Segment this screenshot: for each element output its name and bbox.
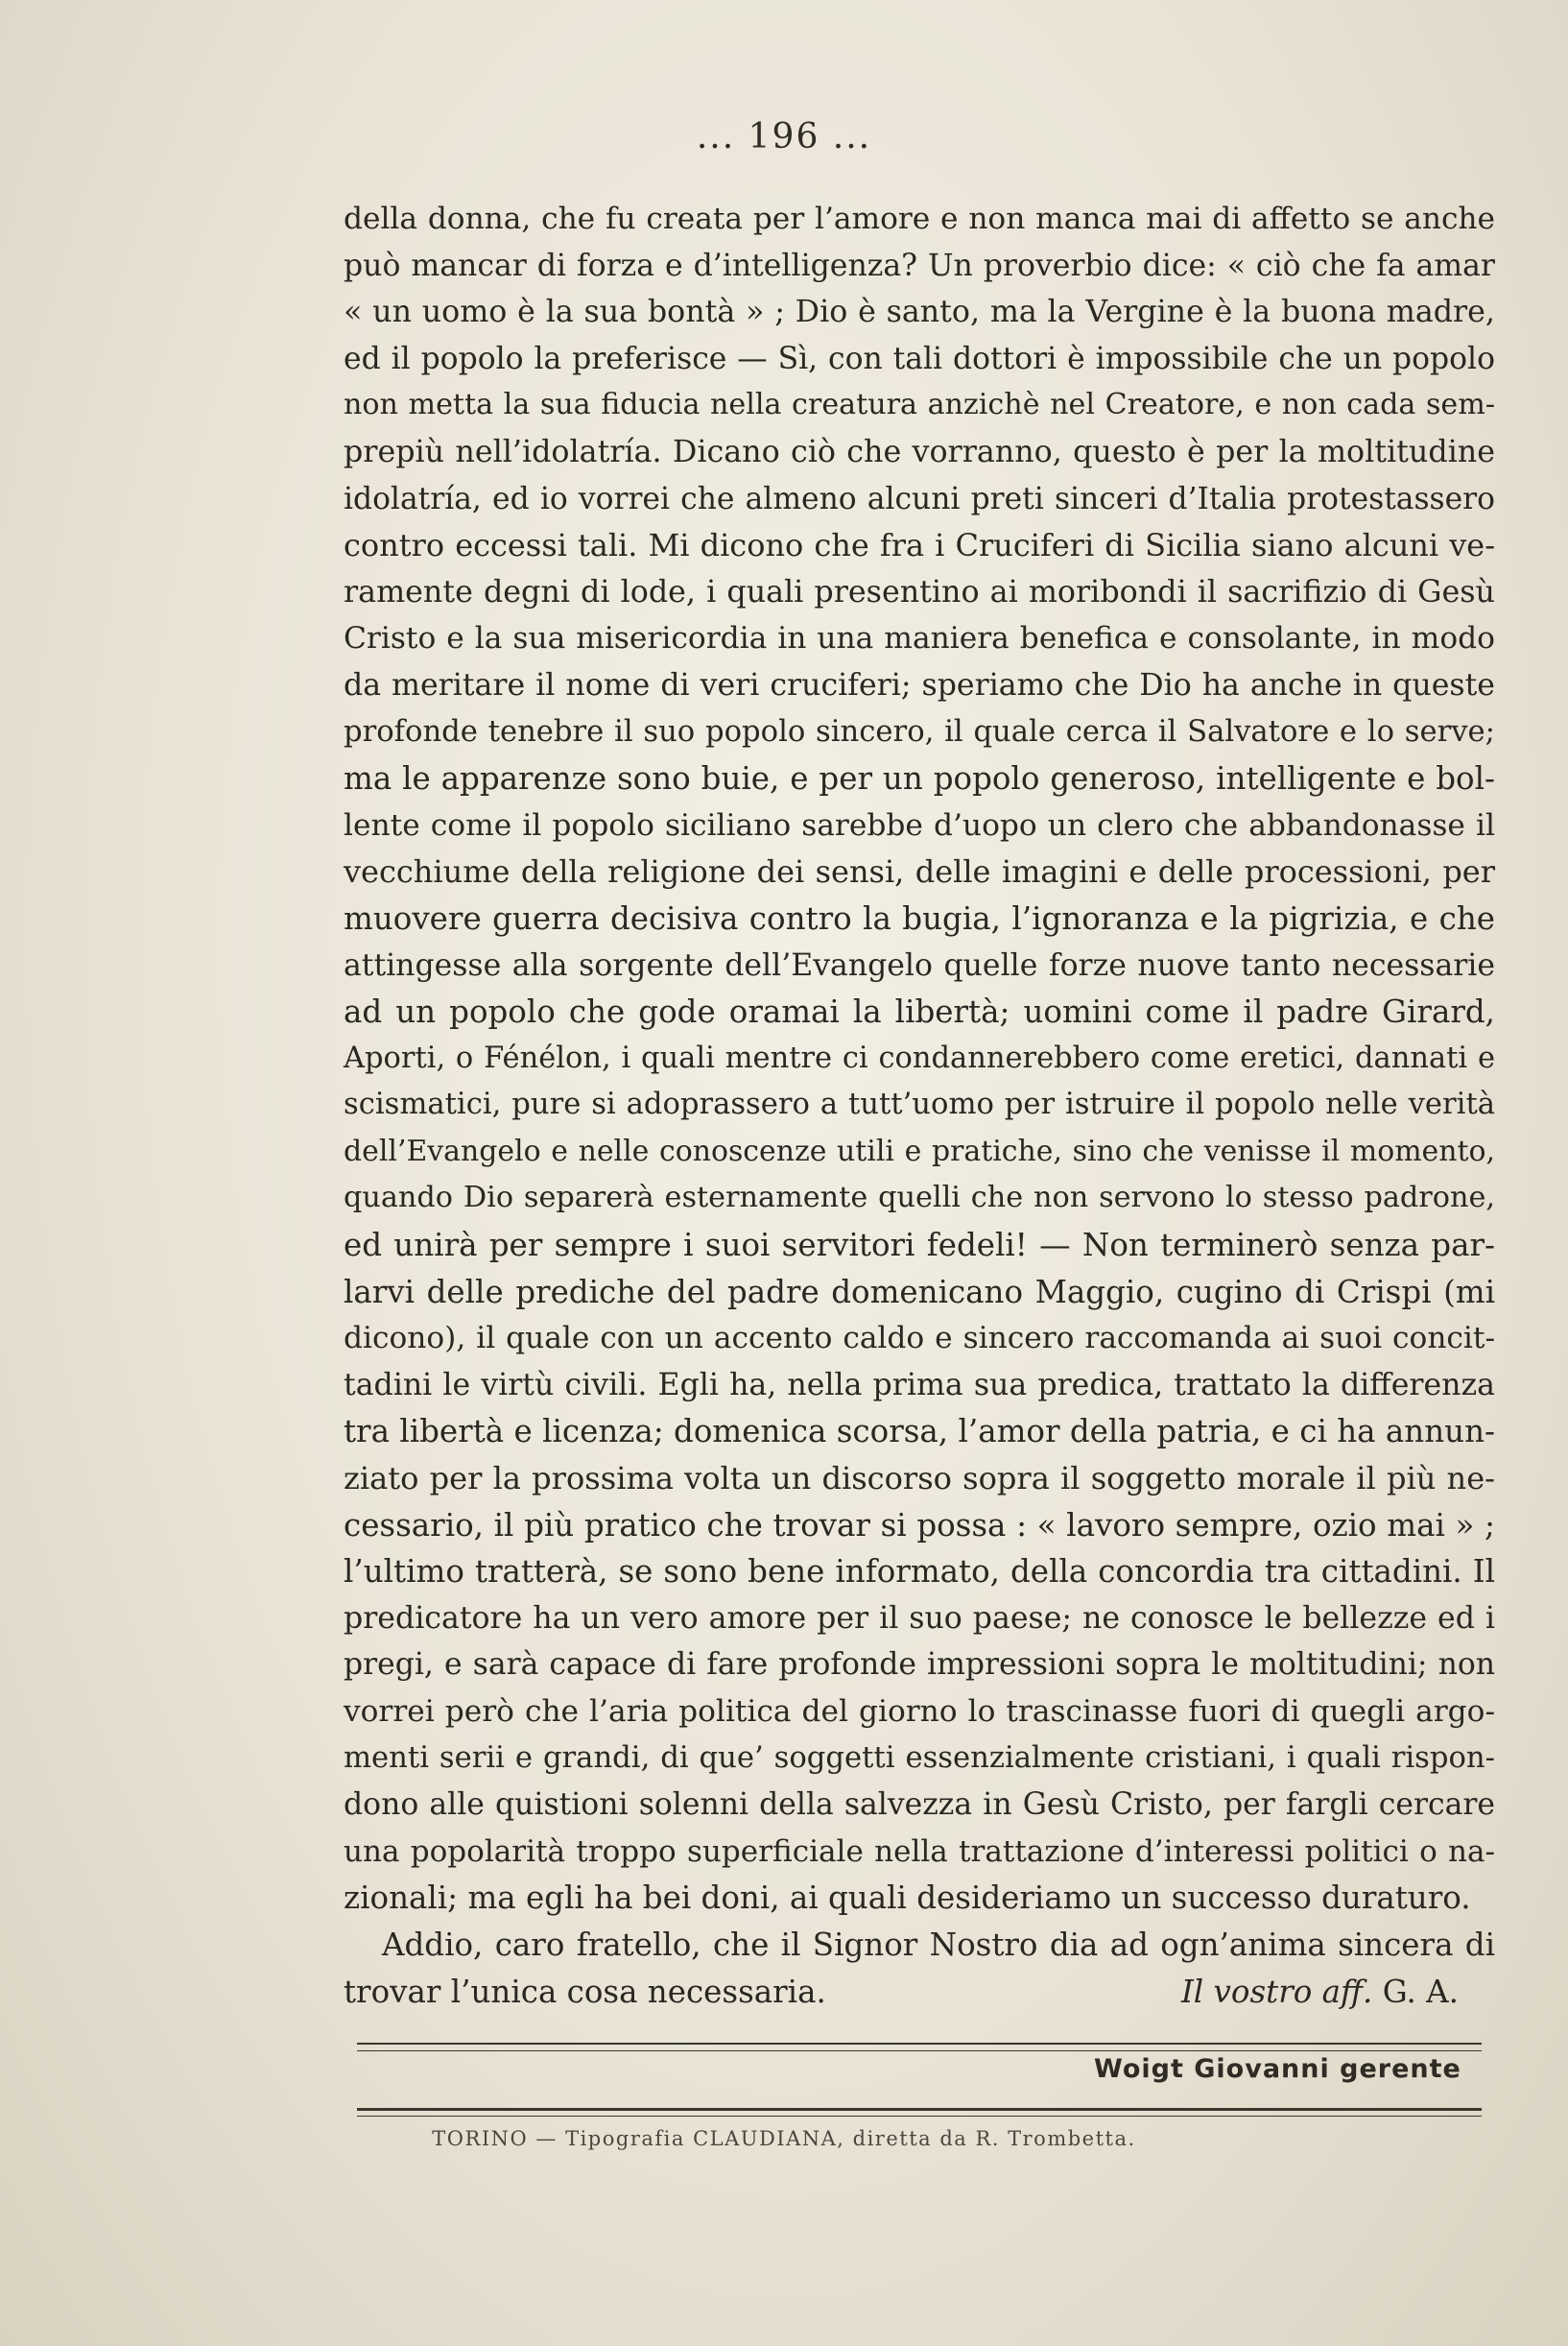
text-line: dell’Evangelo e nelle conoscenze utili e pratiche, sino che venisse il momento, xyxy=(344,1134,1495,1168)
text-line: menti serii e grandi, di que’ soggetti essenzialmente cristiani, i quali rispon- xyxy=(344,1740,1495,1775)
signature-initials: G. A. xyxy=(1382,1973,1459,2010)
text-line: scismatici, pure si adoprassero a tutt’uomo per istruire il popolo nelle verità xyxy=(344,1088,1495,1122)
text-line: dono alle quistioni solenni della salvezza in Gesù Cristo, per fargli cercare xyxy=(344,1787,1495,1823)
divider-rule xyxy=(357,2043,1482,2051)
text-line: Cristo e la sua misericordia in una maniera benefica e consolante, in modo xyxy=(344,621,1495,657)
text-line: cessario, il più pratico che trovar si possa : « lavoro sempre, ozio mai » ; xyxy=(344,1506,1495,1544)
manager-line: Woigt Giovanni gerente xyxy=(1094,2054,1461,2084)
printer-imprint: TORINO — Tipografia CLAUDIANA, diretta da R. Trombetta. xyxy=(432,2127,1136,2150)
text-line: « un uomo è la sua bontà » ; Dio è santo, ma la Vergine è la buona madre, xyxy=(344,295,1495,330)
text-line: tadini le virtù civili. Egli ha, nella prima sua predica, trattato la differenza xyxy=(344,1367,1495,1402)
signature xyxy=(1181,1969,1495,2016)
final-line: trovar l’unica cosa necessaria. xyxy=(344,1973,826,2010)
text-line: vorrei però che l’aria politica del giorno lo trascinasse fuori di quegli argo- xyxy=(344,1694,1495,1729)
closing-line: Addio, caro fratello, che il Signor Nostro dia ad ogn’anima sincera di xyxy=(382,1926,1495,1963)
text-line: ma le apparenze sono buie, e per un popolo generoso, intelligente e bol- xyxy=(344,760,1495,798)
text-line: può mancar di forza e d’intelligenza? Un proverbio dice: « ciò che fa amar xyxy=(344,248,1495,283)
text-line: l’ultimo tratterà, se sono bene informato, della concordia tra cittadini. Il xyxy=(344,1553,1495,1591)
text-line: vecchiume della religione dei sensi, delle imagini e delle processioni, per xyxy=(344,853,1495,891)
text-line: idolatría, ed io vorrei che almeno alcuni preti sinceri d’Italia protestassero xyxy=(344,481,1495,516)
text-line: ed unirà per sempre i suoi servitori fedeli! — Non terminerò senza par- xyxy=(344,1227,1495,1264)
text-line: predicatore ha un vero amore per il suo paese; ne conosce le bellezze ed i xyxy=(344,1600,1495,1636)
text-line: profonde tenebre il suo popolo sincero, il quale cerca il Salvatore e lo serve; xyxy=(344,714,1495,749)
text-line: contro eccessi tali. Mi dicono che fra i Cruciferi di Sicilia siano alcuni ve- xyxy=(344,527,1495,564)
text-line: muovere guerra decisiva contro la bugia, l’ignoranza e la pigrizia, e che xyxy=(344,899,1495,937)
text-line: quando Dio separerà esternamente quelli che non servono lo stesso padrone, xyxy=(344,1181,1495,1215)
text-line: ziato per la prossima volta un discorso sopra il soggetto morale il più ne- xyxy=(344,1460,1495,1497)
text-line: attingesse alla sorgente dell’Evangelo quelle forze nuove tanto necessarie xyxy=(344,947,1495,983)
text-line: prepiù nell’idolatría. Dicano ciò che vorranno, questo è per la moltitudine xyxy=(344,434,1495,469)
text-line: della donna, che fu creata per l’amore e non manca mai di affetto se anche xyxy=(344,202,1495,236)
body-text xyxy=(344,196,1495,2015)
text-line: ed il popolo la preferisce — Sì, con tali dottori è impossibile che un popolo xyxy=(344,341,1495,376)
signoff-line xyxy=(344,1969,1495,2016)
text-line: non metta la sua fiducia nella creatura anzichè nel Creatore, e non cada sem- xyxy=(344,388,1495,422)
text-line: pregi, e sarà capace di fare profonde impressioni sopra le moltitudini; non xyxy=(344,1647,1495,1683)
text-line: ad un popolo che gode oramai la libertà; uomini come il padre Girard, xyxy=(344,993,1495,1031)
page-number: ... 196 ... xyxy=(696,117,872,156)
text-line: da meritare il nome di veri cruciferi; speriamo che Dio ha anche in queste xyxy=(344,667,1495,703)
text-line: zionali; ma egli ha bei doni, ai quali desideriamo un successo duraturo. xyxy=(344,1879,1471,1917)
text-line: ramente degni di lode, i quali presentino ai moribondi il sacrifizio di Gesù xyxy=(344,574,1495,610)
text-line: tra libertà e licenza; domenica scorsa, l’amor della patria, e ci ha annun- xyxy=(344,1413,1495,1450)
text-line: una popolarità troppo superficiale nella trattazione d’interessi politici o na- xyxy=(344,1833,1495,1869)
text-line: dicono), il quale con un accento caldo e sincero raccomanda ai suoi concit- xyxy=(344,1321,1495,1356)
text-line: larvi delle prediche del padre domenicano Maggio, cugino di Crispi (mi xyxy=(344,1273,1495,1310)
divider-rule-thick xyxy=(357,2108,1482,2117)
text-line: Aporti, o Fénélon, i quali mentre ci condannerebbero come eretici, dannati e xyxy=(344,1041,1495,1075)
valediction: Il vostro aff. xyxy=(1180,1973,1373,2010)
text-line: lente come il popolo siciliano sarebbe d’uopo un clero che abbandonasse il xyxy=(344,807,1495,843)
